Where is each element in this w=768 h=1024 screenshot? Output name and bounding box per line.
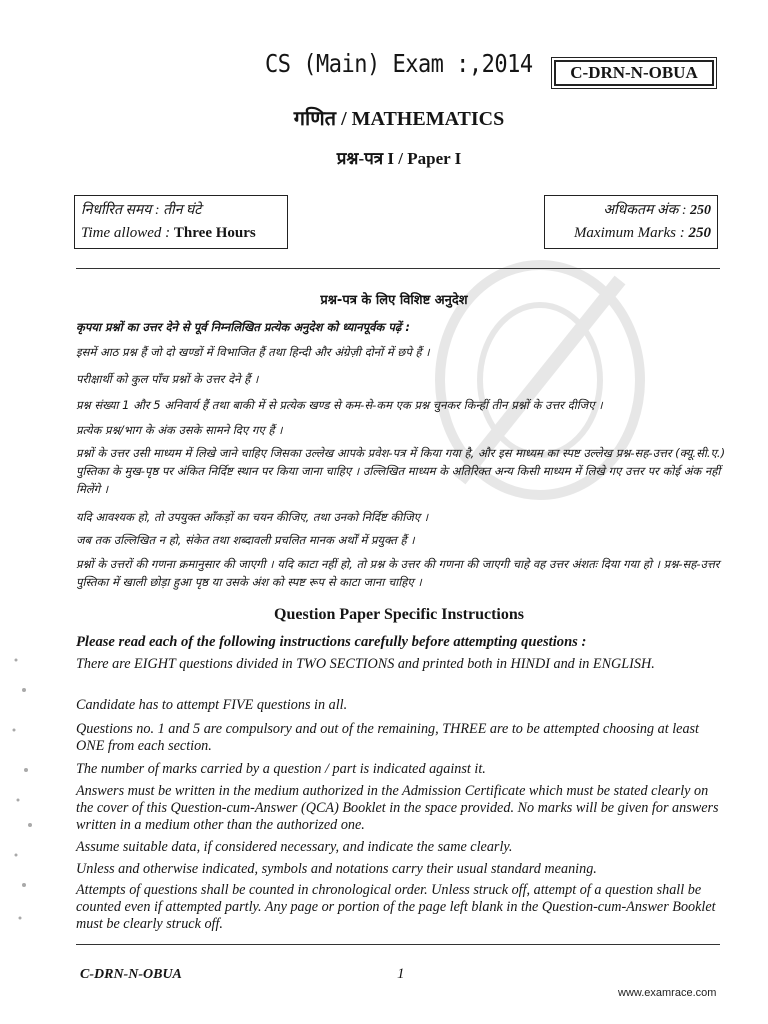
maximum-marks-hindi: [551, 200, 711, 219]
hindi-instructions-heading: प्रश्न-पत्र के लिए विशिष्ट अनुदेश: [320, 293, 468, 308]
footer-paper-code: C-DRN-N-OBUA: [80, 967, 182, 982]
hindi-instruction-item: इसमें आठ प्रश्न हैं जो दो खण्डों में विभाजित हैं तथा हिन्दी और अंग्रेज़ी दोनों में छपे हैं ।: [76, 345, 430, 359]
maximum-marks-hindi-label: अधिकतम अंक :: [603, 203, 690, 218]
time-allowed-english: [81, 225, 281, 242]
maximum-marks-value: 250: [688, 225, 711, 241]
english-instruction-item: There are EIGHT questions divided in TWO SECTIONS and printed both in HINDI and in ENGLISH.: [76, 656, 655, 672]
hindi-instructions-intro: कृपया प्रश्नों का उत्तर देने से पूर्व निम्नलिखित प्रत्येक अनुदेश को ध्यानपूर्वक पढ़ें :: [76, 320, 411, 334]
english-instruction-item: Answers must be written in the medium authorized in the Admission Certificate which must be stated clearly on the cover of this Question-cum-Answer (QCA) Booklet in the space provided. No marks will be given for answers written in a medium other than the authorized one.: [76, 783, 719, 833]
english-instructions-intro: Please read each of the following instructions carefully before attempting questions :: [76, 634, 587, 650]
hindi-instruction-item: प्रत्येक प्रश्न/भाग के अंक उसके सामने दिए गए हैं ।: [76, 423, 283, 437]
hindi-instruction-item: प्रश्नों के उत्तरों की गणना क्रमानुसार की जाएगी । यदि काटा नहीं हो, तो प्रश्न के उत्तर की गणना की जाएगी चाहे वह उत्तर अंशतः दिया गया हो । प्रश्न-सह-उत्तर पुस्तिका में खाली छोड़ा हुआ पृष्ठ या उसके अंश को स्पष्ट रूप से काटा जाना चाहिए ।: [76, 557, 720, 589]
divider-top: [76, 268, 720, 269]
paper-number: प्रश्न-पत्र I / Paper I: [336, 149, 462, 168]
english-instruction-item: Unless and otherwise indicated, symbols and notations carry their usual standard meaning.: [76, 861, 597, 877]
time-allowed-box: [74, 195, 288, 249]
english-instruction-item: Candidate has to attempt FIVE questions in all.: [76, 697, 348, 713]
paper-code-box: C-DRN-N-OBUA: [554, 60, 714, 86]
english-instruction-item: Attempts of questions shall be counted in chronological order. Unless struck off, attempt of a question shall be counted even if attempted partly. Any page or portion of the page left blank in the Question-cum-Answer Booklet must be clearly struck off.: [76, 882, 716, 932]
english-instructions-heading: Question Paper Specific Instructions: [274, 606, 524, 623]
maximum-marks-box: [544, 195, 718, 249]
exam-title: CS (Main) Exam :,2014: [265, 50, 533, 79]
source-website: www.examrace.com: [618, 987, 717, 999]
time-allowed-label: Time allowed :: [81, 225, 174, 241]
page-number: 1: [397, 966, 405, 982]
hindi-instruction-item: यदि आवश्यक हो, तो उपयुक्त आँकड़ों का चयन कीजिए, तथा उनको निर्दिष्ट कीजिए ।: [76, 510, 429, 524]
time-allowed-value: Three Hours: [173, 225, 256, 241]
hindi-instruction-item: जब तक उल्लिखित न हो, संकेत तथा शब्दावली प्रचलित मानक अर्थों में प्रयुक्त हैं ।: [76, 533, 415, 547]
divider-bottom: [76, 944, 720, 945]
hindi-instruction-item: प्रश्नों के उत्तर उसी माध्यम में लिखे जाने चाहिए जिसका उल्लेख आपके प्रवेश-पत्र में किया गया है, और इस माध्यम का स्पष्ट उल्लेख प्रश्न-सह-उत्तर (क्यू.सी.ए.) पुस्तिका के मुख-पृष्ठ पर अंकित निर्दिष्ट स्थान पर किया जाना चाहिए । उल्लिखित माध्यम के अतिरिक्त अन्य किसी माध्यम में लिखे गए उत्तर पर कोई अंक नहीं मिलेंगे ।: [76, 446, 726, 496]
subject-title: गणित / MATHEMATICS: [293, 108, 505, 130]
maximum-marks-english: [551, 225, 711, 242]
english-instruction-item: Questions no. 1 and 5 are compulsory and out of the remaining, THREE are to be attempted choosing at least ONE from each section.: [76, 721, 700, 754]
hindi-instruction-item: प्रश्न संख्या 1 और 5 अनिवार्य हैं तथा बाकी में से प्रत्येक खण्ड से कम-से-कम एक प्रश्न चुनकर किन्हीं तीन प्रश्नों के उत्तर दीजिए ।: [76, 398, 603, 412]
maximum-marks-hindi-value: 250: [690, 203, 711, 218]
english-instruction-item: The number of marks carried by a question / part is indicated against it.: [76, 761, 486, 777]
maximum-marks-label: Maximum Marks :: [573, 225, 689, 241]
hindi-instruction-item: परीक्षार्थी को कुल पाँच प्रश्नों के उत्तर देने हैं ।: [76, 372, 259, 386]
english-instruction-item: Assume suitable data, if considered necessary, and indicate the same clearly.: [76, 839, 513, 855]
time-allowed-hindi: निर्धारित समय : तीन घंटे: [81, 203, 202, 218]
margin-speckle-decoration: [6, 650, 42, 950]
